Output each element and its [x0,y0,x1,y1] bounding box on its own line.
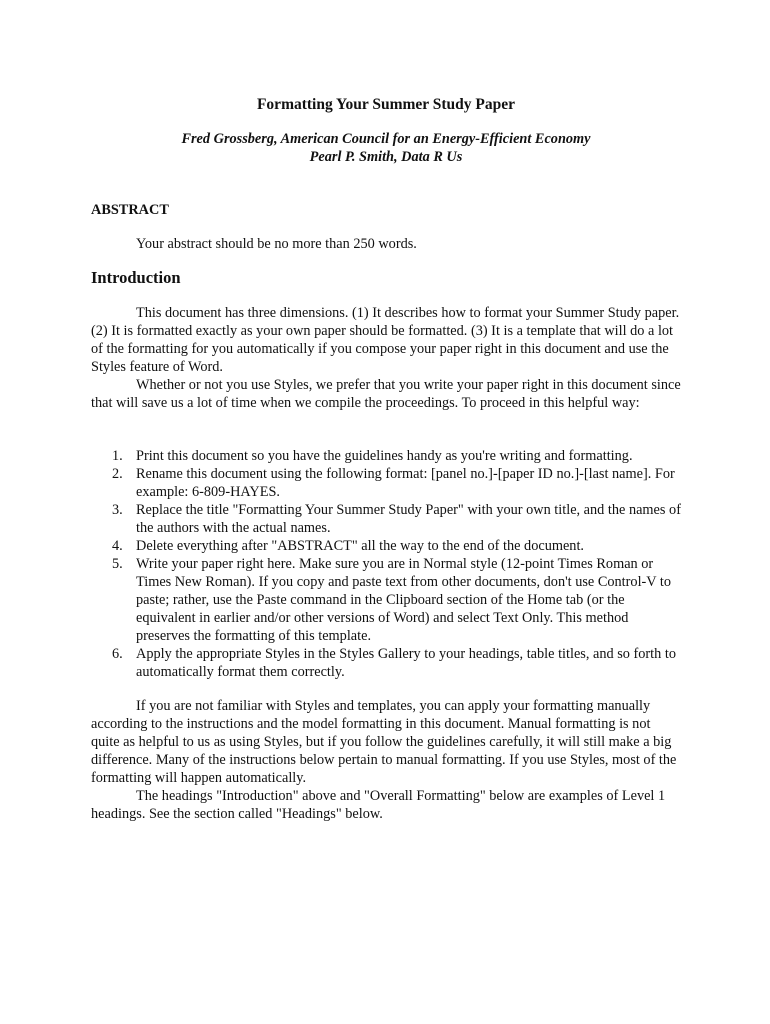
list-item-number: 2. [112,466,123,482]
abstract-heading: ABSTRACT [91,202,169,218]
list-item-number: 4. [112,538,123,554]
author-line: Fred Grossberg, American Council for an Energy-Efficient Economy [181,131,591,147]
list-item-number: 3. [112,502,123,518]
list-item-number: 6. [112,646,123,662]
steps-list [91,447,681,681]
body-paragraph: The headings "Introduction" above and "Overall Formatting" below are examples of Level 1 headings. See the section called "Headings" below. [91,788,666,822]
introduction-heading: Introduction [91,268,181,287]
introduction-body-bottom [91,697,681,823]
list-item [91,501,681,537]
list-item-text: Apply the appropriate Styles in the Styles Gallery to your headings, table titles, and so forth to automatically format them correctly. [136,646,677,680]
list-item-number: 5. [112,556,123,572]
author-line: Pearl P. Smith, Data R Us [309,149,463,165]
list-item-text: Rename this document using the following format: [panel no.]-[paper ID no.]-[last name]. For example: 6-809-HAYES. [136,466,675,500]
document-title: Formatting Your Summer Study Paper [256,96,516,113]
abstract-text: Your abstract should be no more than 250 words. [136,236,417,252]
introduction-body-top [91,304,681,412]
list-item-text: Write your paper right here. Make sure you are in Normal style (12-point Times Roman or Times New Roman). If you copy and paste text from other documents, don't use Control-V to paste; rather, use the Paste command in the Clipboard section of the Home tab (or the equivalent in earlier and/or other versions of Word) and select Text Only. This method preserves the formatting of this template. [136,556,672,644]
list-item-text: Replace the title "Formatting Your Summer Study Paper" with your own title, and the names of the authors with the actual names. [136,502,681,536]
list-item-text: Print this document so you have the guidelines handy as you're writing and formatting. [136,448,633,464]
author-list [91,130,681,166]
body-paragraph: Whether or not you use Styles, we prefer that you write your paper right in this document since that will save us a lot of time when we compile the proceedings. To proceed in this helpful way: [91,377,681,411]
list-item [91,555,681,645]
list-item-number: 1. [112,448,123,464]
list-item-text: Delete everything after "ABSTRACT" all the way to the end of the document. [136,538,584,554]
list-item [91,645,681,681]
body-paragraph: This document has three dimensions. (1) It describes how to format your Summer Study paper. (2) It is formatted exactly as your own paper should be formatted. (3) It is a template that will do a lot of the formatting for you automatically if you compose your paper right in this document and use the Styles feature of Word. [91,305,680,375]
list-item [91,447,681,465]
body-paragraph: If you are not familiar with Styles and templates, you can apply your formatting manually according to the instructions and the model formatting in this document. Manual formatting is not quite as helpful to us as using Styles, but if you follow the guidelines carefully, it will still make a big difference. Many of the instructions below pertain to manual formatting. If you use Styles, most of the formatting will happen automatically. [91,698,677,786]
list-item [91,537,681,555]
list-item [91,465,681,501]
